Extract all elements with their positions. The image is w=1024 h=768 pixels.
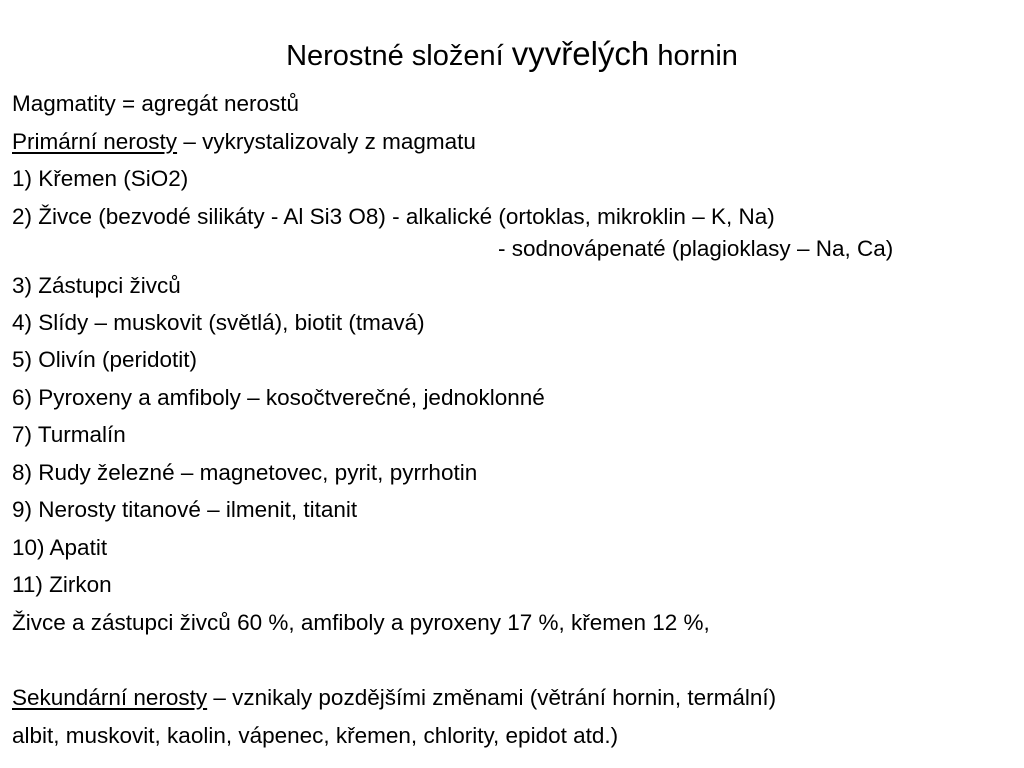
- text-line-feldspar-percentages: Živce a zástupci živců 60 %, amfiboly a pyroxeny 17 %, křemen 12 %,: [12, 610, 710, 635]
- secondary-minerals-description: – vznikaly pozdějšími změnami (větrání hornin, termální): [207, 685, 777, 710]
- list-item-3: 3) Zástupci živců: [12, 273, 181, 298]
- secondary-minerals-label: Sekundární nerosty: [12, 685, 208, 710]
- slide-title: [0, 34, 1024, 76]
- primary-minerals-label: Primární nerosty: [12, 129, 178, 154]
- title-part-1: Nerostné složení: [286, 40, 512, 72]
- list-item-2-continuation: - sodnovápenaté (plagioklasy – Na, Ca): [498, 236, 894, 261]
- title-part-2: vyvřelých: [511, 35, 650, 72]
- list-item-9: 9) Nerosty titanové – ilmenit, titanit: [12, 497, 358, 522]
- title-part-3: hornin: [649, 40, 738, 72]
- list-item-7: 7) Turmalín: [12, 422, 126, 447]
- list-item-1: 1) Křemen (SiO2): [12, 166, 189, 191]
- primary-minerals-description: – vykrystalizovaly z magmatu: [177, 129, 476, 154]
- list-item-6: 6) Pyroxeny a amfiboly – kosočtverečné, jednoklonné: [12, 385, 545, 410]
- list-item-5: 5) Olivín (peridotit): [12, 347, 198, 372]
- text-line-magmatity: Magmatity = agregát nerostů: [12, 91, 300, 116]
- list-item-2: 2) Živce (bezvodé silikáty - Al Si3 O8) - alkalické (ortoklas, mikroklin – K, Na): [12, 204, 775, 229]
- text-line-secondary-minerals: [12, 684, 776, 712]
- list-item-11: 11) Zirkon: [12, 572, 112, 597]
- text-line-secondary-examples: albit, muskovit, kaolin, vápenec, křemen, chlority, epidot atd.): [12, 723, 619, 748]
- text-line-primary-minerals: [12, 128, 476, 156]
- list-item-8: 8) Rudy železné – magnetovec, pyrit, pyrrhotin: [12, 460, 478, 485]
- list-item-4: 4) Slídy – muskovit (světlá), biotit (tmavá): [12, 310, 425, 335]
- list-item-10: 10) Apatit: [12, 535, 108, 560]
